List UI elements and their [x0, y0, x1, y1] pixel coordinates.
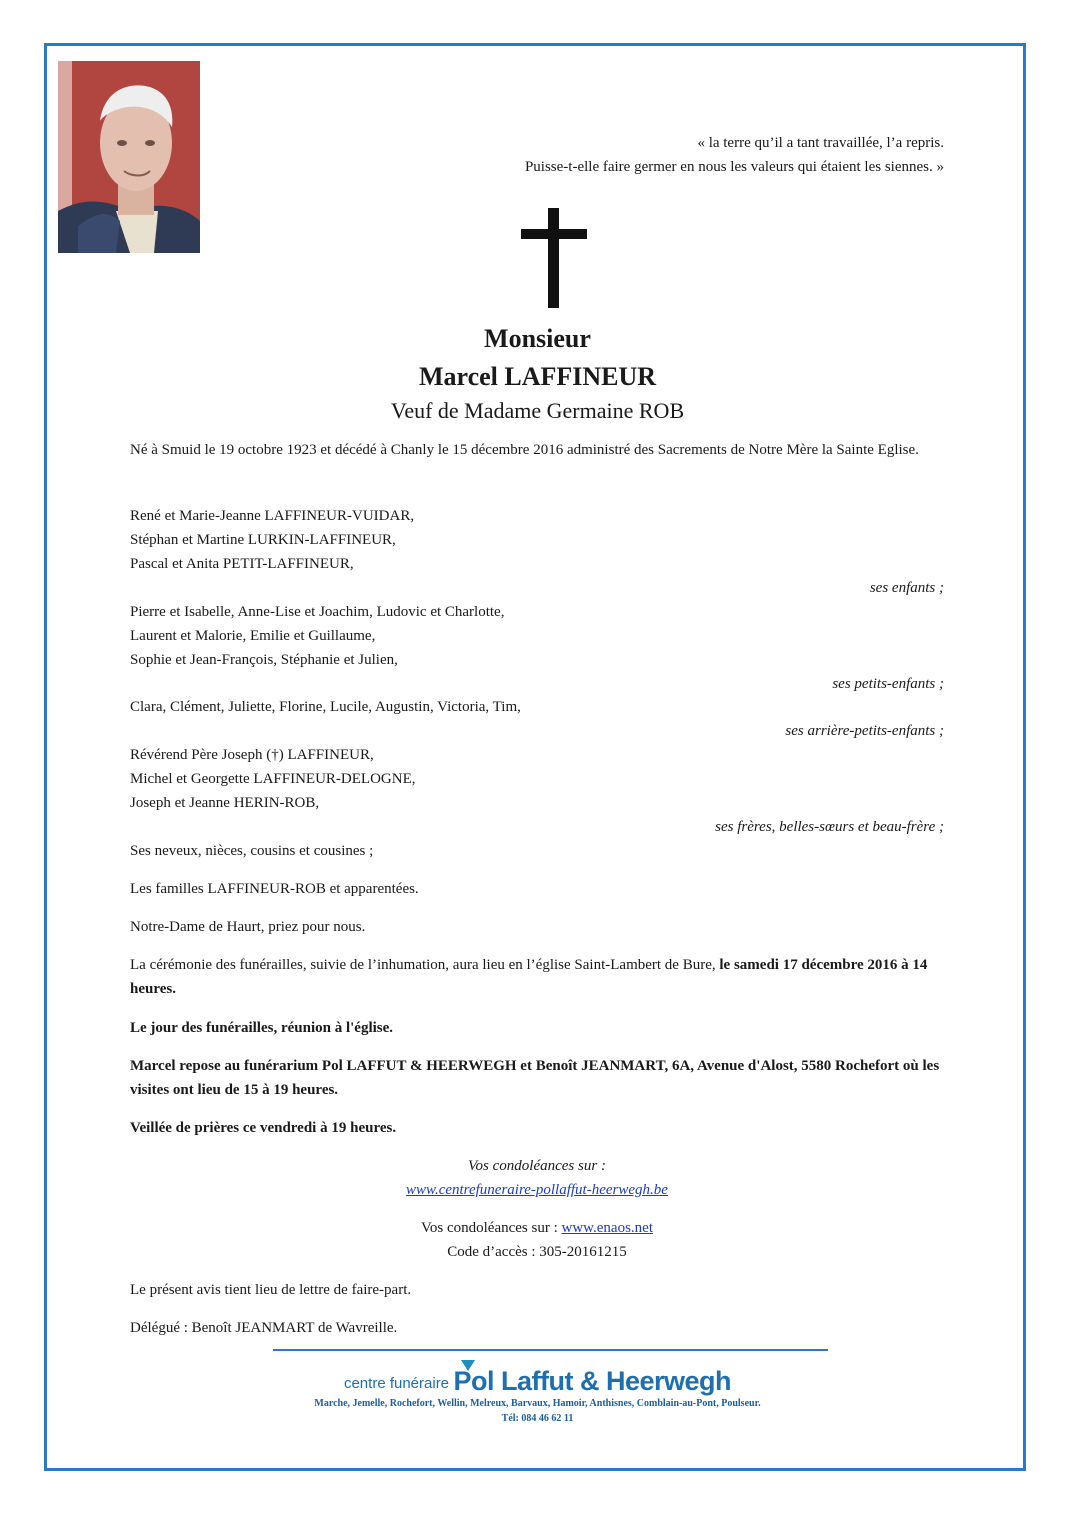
deceased-name: Marcel LAFFINEUR [418, 362, 657, 391]
condolences-label: Vos condoléances sur : [468, 1158, 606, 1174]
meeting-line: Le jour des funérailles, réunion à l'église. [130, 1020, 394, 1036]
relation-label: ses frères, belles-sœurs et beau-frère ; [715, 819, 944, 835]
epigraph-quote [525, 131, 944, 179]
funerarium-paragraph: Marcel repose au funérarium Pol LAFFUT & HEERWEGH et Benoît JEANMART, 6A, Avenue d'Alost, 5580 Rochefort où les visites ont lieu de 15 à 19 heures. [130, 1058, 940, 1098]
relatives-line: Ses neveux, nièces, cousins et cousines ; [130, 843, 374, 859]
family-line: Révérend Père Joseph (†) LAFFINEUR, [130, 747, 374, 763]
widower-line: Veuf de Madame Germaine ROB [390, 398, 685, 423]
birth-death-text: Né à Smuid le 19 octobre 1923 et décédé à Chanly le 15 décembre 2016 administré des Sacrements de Notre Mère la Sainte Eglise. [130, 442, 919, 458]
notice-line: Le présent avis tient lieu de lettre de faire-part. [130, 1282, 412, 1298]
condolences-link-centrefuneraire[interactable]: www.centrefuneraire-pollaffut-heerwegh.be [406, 1182, 668, 1198]
condolences-label: Vos condoléances sur : [420, 1220, 562, 1236]
family-line: Pierre et Isabelle, Anne-Lise et Joachim, Ludovic et Charlotte, [130, 604, 505, 620]
great-grandchildren-block [130, 695, 944, 743]
siblings-block [130, 743, 944, 863]
condolences-block-1 [130, 1154, 944, 1202]
family-line: Joseph et Jeanne HERIN-ROB, [130, 795, 320, 811]
family-line: Pascal et Anita PETIT-LAFFINEUR, [130, 556, 354, 572]
delegate-line: Délégué : Benoît JEANMART de Wavreille. [130, 1320, 398, 1336]
children-block [130, 504, 944, 600]
portrait-photo [58, 61, 200, 253]
family-line: Stéphan et Martine LURKIN-LAFFINEUR, [130, 532, 396, 548]
logo-divider [273, 1349, 828, 1351]
funeral-home-logo [0, 1366, 1075, 1397]
condolences-block-2 [130, 1216, 944, 1264]
family-line: René et Marie-Jeanne LAFFINEUR-VUIDAR, [130, 508, 415, 524]
quote-line-1: « la terre qu’il a tant travaillée, l’a repris. [697, 135, 944, 151]
cross-icon [521, 208, 587, 308]
logo-prefix: centre funéraire [343, 1375, 450, 1392]
family-line: Sophie et Jean-François, Stéphanie et Julien, [130, 652, 398, 668]
ceremony-paragraph [130, 953, 944, 1001]
vigil-line: Veillée de prières ce vendredi à 19 heures. [130, 1120, 397, 1136]
logo-phone: Tél: 084 46 62 11 [501, 1413, 574, 1424]
ceremony-date: le samedi 17 décembre 2016 à 14 heures. [130, 957, 928, 997]
condolences-link-enaos[interactable]: www.enaos.net [561, 1220, 654, 1236]
family-line: Laurent et Malorie, Emilie et Guillaume, [130, 628, 376, 644]
family-line: Clara, Clément, Juliette, Florine, Lucile, Augustin, Victoria, Tim, [130, 699, 521, 715]
civility-title: Monsieur [484, 324, 591, 353]
relation-label: ses petits-enfants ; [832, 676, 944, 692]
relation-label: ses arrière-petits-enfants ; [785, 723, 944, 739]
prayer-line: Notre-Dame de Haurt, priez pour nous. [130, 919, 366, 935]
access-code: Code d’accès : 305-20161215 [447, 1244, 627, 1260]
ceremony-text: La cérémonie des funérailles, suivie de l’inhumation, aura lieu en l’église Saint-Lambert de Bure, [130, 957, 720, 973]
logo-name: Pol Laffut & Heerwegh [453, 1366, 732, 1396]
relation-label: ses enfants ; [869, 580, 944, 596]
families-line: Les familles LAFFINEUR-ROB et apparentées. [130, 881, 419, 897]
family-line: Michel et Georgette LAFFINEUR-DELOGNE, [130, 771, 416, 787]
grandchildren-block [130, 600, 944, 696]
logo-places: Marche, Jemelle, Rochefort, Wellin, Melreux, Barvaux, Hamoir, Anthisnes, Comblain-au-Pont, Poulseur. [314, 1398, 761, 1409]
birth-death-paragraph [130, 438, 944, 462]
quote-line-2: Puisse-t-elle faire germer en nous les valeurs qui étaient les siennes. » [524, 159, 944, 175]
